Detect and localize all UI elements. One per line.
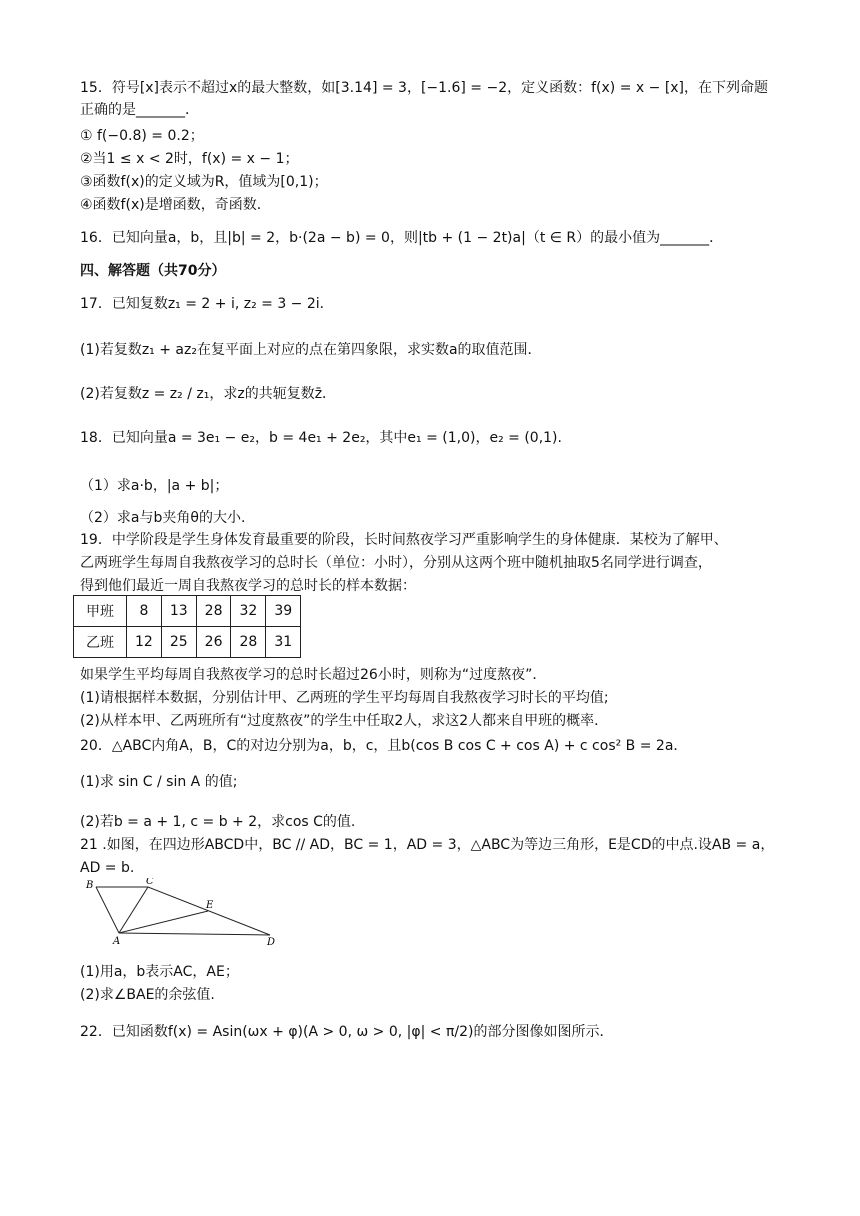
q20-part1: (1)求 sin C / sin A 的值; (80, 774, 238, 790)
table-cell: 39 (266, 596, 301, 627)
row-label: 甲班 (74, 596, 127, 627)
q21-part2: (2)求∠BAE的余弦值. (80, 987, 215, 1003)
table-cell: 25 (161, 627, 196, 658)
segment-ad (119, 933, 270, 935)
q22-stem: 22．已知函数f(x) = Asin(ωx + φ)(A > 0, ω > 0, |φ| < π/2)的部分图像如图所示． (80, 1024, 614, 1040)
table-cell: 32 (231, 596, 266, 627)
table-cell: 26 (196, 627, 231, 658)
q19-definition: 如果学生平均每周自我熬夜学习的总时长超过26小时，则称为“过度熬夜”． (80, 667, 547, 683)
q19-stem-line2: 乙两班学生每周自我熬夜学习的总时长（单位：小时），分别从这两个班中随机抽取5名同学进行调查， (80, 555, 712, 571)
q21-part1: (1)用a，b表示AC，AE； (80, 964, 239, 980)
segment-ca (119, 887, 148, 933)
q16-stem: 16．已知向量a，b，且|b| = 2，b·(2a − b) = 0，则|tb + (1 − 2t)a|（t ∈ R）的最小值为_______． (80, 230, 724, 246)
table-cell: 8 (127, 596, 162, 627)
q20-stem: 20．△ABC内角A，B，C的对边分别为a，b，c，且b(cos B cos C + cos A) + c cos² B = 2a． (80, 738, 688, 754)
quadrilateral-figure (84, 878, 284, 948)
q15-option-4: ④函数f(x)是增函数，奇函数． (80, 197, 271, 213)
q15-stem-line1: 15．符号[x]表示不超过x的最大整数，如[3.14] = 3，[−1.6] = −2，定义函数：f(x) = x − [x]，在下列命题 (80, 80, 769, 96)
segment-ae (119, 911, 208, 933)
q18-stem: 18．已知向量a = 3e₁ − e₂，b = 4e₁ + 2e₂，其中e₁ = (1,0)，e₂ = (0,1). (80, 430, 562, 446)
table-cell: 28 (231, 627, 266, 658)
q18-part2: （2）求a与b夹角θ的大小. (80, 510, 246, 526)
q15-stem-line2: 正确的是_______． (80, 102, 199, 118)
q21-stem-line2: AD = b. (80, 860, 135, 876)
segment-cd (148, 887, 270, 935)
q17-part2: (2)若复数z = z₂ / z₁，求z的共轭复数z̄． (80, 386, 337, 402)
q15-option-3: ③函数f(x)的定义域为R，值域为[0,1)； (80, 174, 328, 190)
q19-stem-line3: 得到他们最近一周自我熬夜学习的总时长的样本数据： (80, 578, 416, 594)
q15-option-1: ① f(−0.8) = 0.2； (80, 128, 204, 144)
q17-part1: (1)若复数z₁ + az₂在复平面上对应的点在第四象限，求实数a的取值范围． (80, 342, 542, 358)
table-cell: 13 (161, 596, 196, 627)
q18-part1: （1）求a·b，|a + b|； (80, 478, 229, 494)
sample-data-table (73, 595, 301, 658)
table-row (74, 627, 301, 658)
q19-part1: (1)请根据样本数据，分别估计甲、乙两班的学生平均每周自我熬夜学习时长的平均值; (80, 690, 609, 706)
point-label-c: C (146, 878, 154, 887)
point-label-b: B (86, 880, 94, 891)
table-cell: 31 (266, 627, 301, 658)
table-cell: 28 (196, 596, 231, 627)
point-label-d: D (267, 937, 276, 948)
row-label: 乙班 (74, 627, 127, 658)
point-label-e: E (206, 900, 214, 911)
q15-option-2: ②当1 ≤ x < 2时，f(x) = x − 1； (80, 151, 299, 167)
point-label-a: A (113, 936, 121, 947)
q20-part2: (2)若b = a + 1, c = b + 2，求cos C的值. (80, 814, 356, 830)
section-4-heading: 四、解答题（共70分） (80, 263, 226, 279)
segment-ba (96, 887, 119, 933)
q19-stem-line1: 19．中学阶段是学生身体发育最重要的阶段，长时间熬夜学习严重影响学生的身体健康．某校为了解甲、 (80, 532, 728, 548)
table-row (74, 596, 301, 627)
q19-part2: (2)从样本甲、乙两班所有“过度熬夜”的学生中任取2人，求这2人都来自甲班的概率． (80, 713, 609, 729)
q21-stem-line1: 21 .如图，在四边形ABCD中，BC // AD，BC = 1，AD = 3，△ABC为等边三角形，E是CD的中点.设AB = a， (80, 837, 775, 853)
table-cell: 12 (127, 627, 162, 658)
q17-stem: 17．已知复数z₁ = 2 + i, z₂ = 3 − 2i． (80, 296, 334, 312)
